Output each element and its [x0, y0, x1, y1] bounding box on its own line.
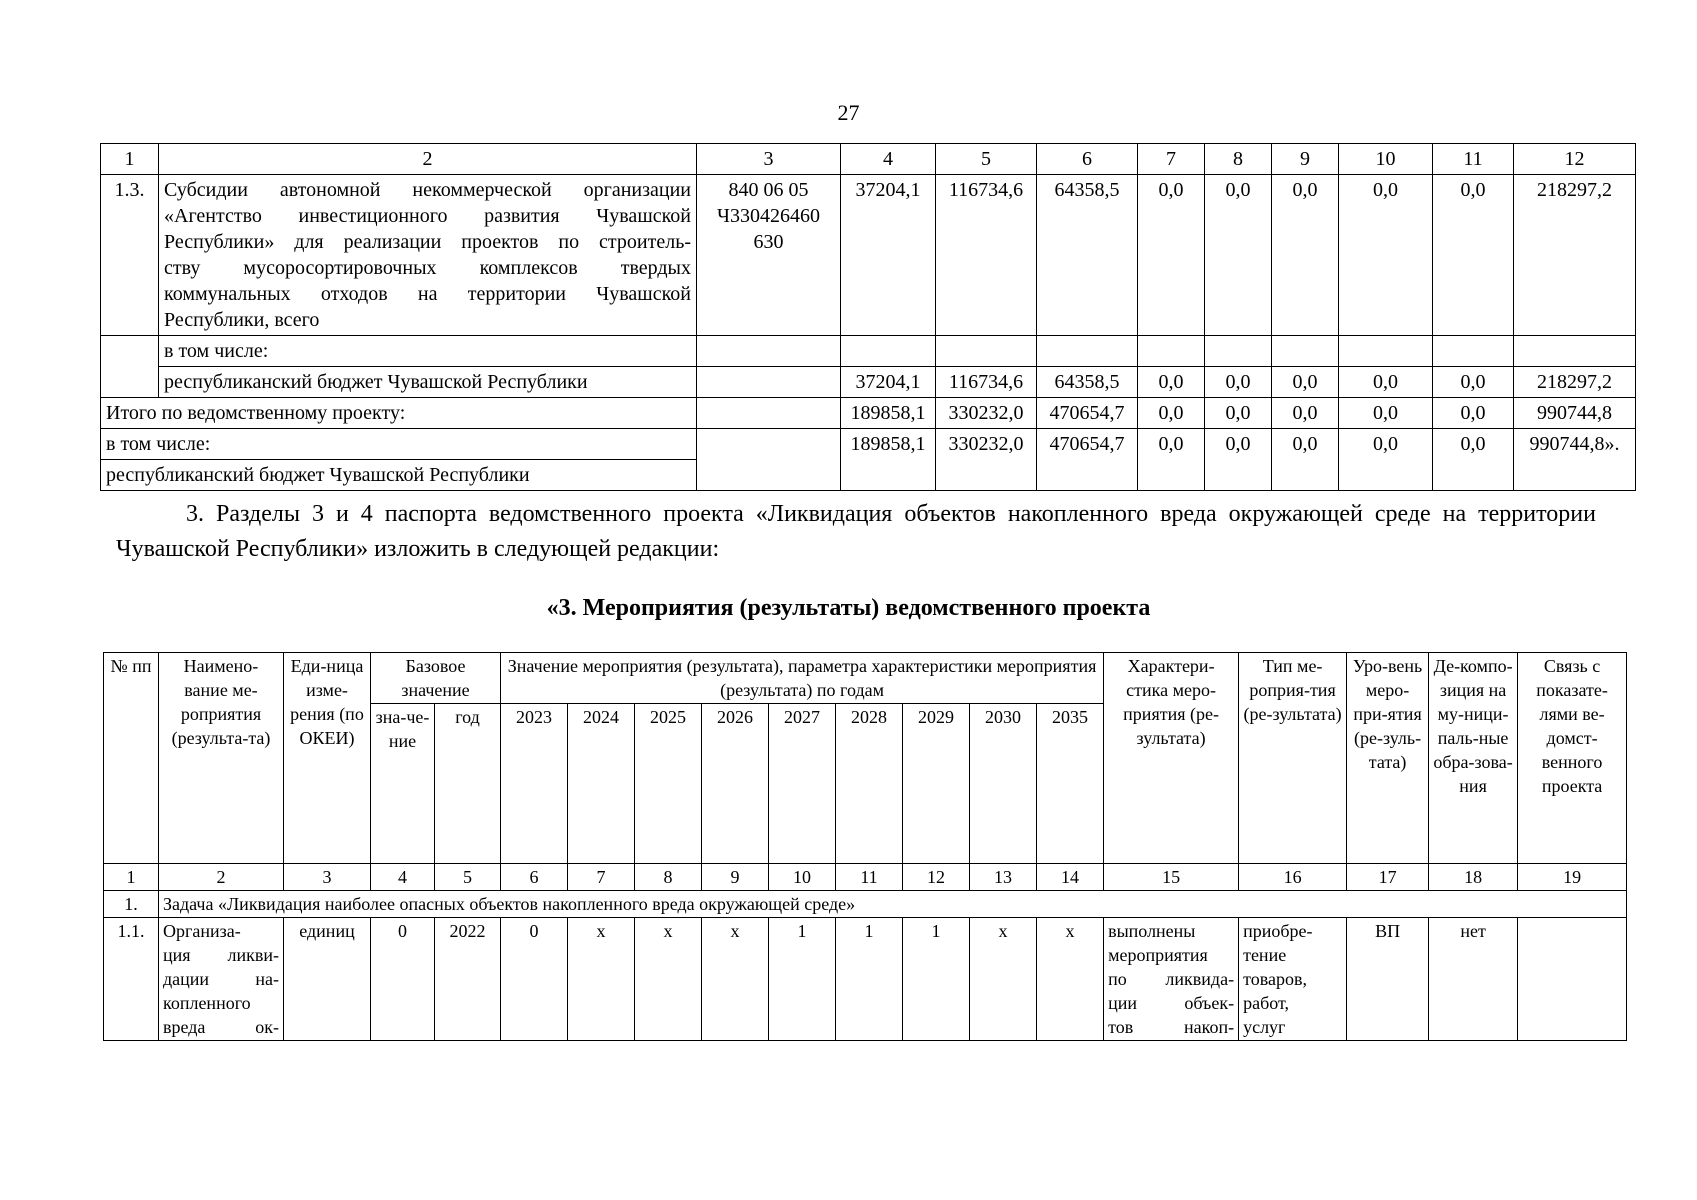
- col-num: 9: [1272, 144, 1339, 175]
- column-number-row: [101, 144, 1636, 175]
- task-num: 1.: [104, 891, 159, 918]
- name-line: дации на-: [163, 969, 279, 989]
- year-value: 1: [836, 918, 903, 1041]
- value-cell: 990744,8».: [1514, 429, 1636, 491]
- value-cell: 0,0: [1138, 398, 1205, 429]
- col-num: 17: [1347, 864, 1429, 891]
- col-num: 4: [371, 864, 435, 891]
- name-line: ция ликви-: [163, 945, 279, 965]
- value-cell: 470654,7: [1037, 398, 1138, 429]
- header-values-by-year: Значение мероприятия (результата), параметра характеристики мероприятия (результата) по годам: [501, 653, 1104, 704]
- code-line: 630: [753, 231, 784, 253]
- measures-table: [103, 652, 1627, 1041]
- base-year: 2022: [435, 918, 501, 1041]
- col-num: 10: [769, 864, 836, 891]
- desc-line: Республики, всего: [164, 309, 320, 331]
- in-that-number-label: в том числе:: [159, 336, 697, 367]
- row-1-3: [101, 175, 1636, 336]
- code-line: Ч330426460: [717, 205, 820, 227]
- char-line: по ликвида-: [1108, 969, 1235, 989]
- value-cell: 0,0: [1433, 367, 1514, 398]
- desc-line: ству мусоросортировочных комплексов твердых: [164, 257, 691, 279]
- budget-label: республиканский бюджет Чувашской Республики: [159, 367, 697, 398]
- value-cell: 0,0: [1339, 367, 1433, 398]
- col-num: 11: [836, 864, 903, 891]
- value-cell: 64358,5: [1037, 175, 1138, 336]
- total-row: [101, 398, 1636, 429]
- header-link: Связь с показате-лями ве-домст-венного проекта: [1518, 653, 1627, 864]
- year-value: х: [635, 918, 702, 1041]
- header-name: Наимено-вание ме-роприятия (результа-та): [159, 653, 284, 864]
- value-cell: 0,0: [1433, 429, 1514, 491]
- value-cell: 64358,5: [1037, 367, 1138, 398]
- total-incl-label: в том числе:: [101, 429, 697, 460]
- header-num: № пп: [104, 653, 159, 864]
- header-decomposition: Де-компо-зиция на му-ници-паль-ные обра-зова-ния: [1429, 653, 1518, 864]
- desc-line: коммунальных отходов на территории Чувашской: [164, 283, 691, 305]
- year-value: х: [568, 918, 635, 1041]
- year-value: х: [1037, 918, 1104, 1041]
- section-title: «3. Мероприятия (результаты) ведомственного проекта: [546, 595, 1151, 621]
- task-text: Задача «Ликвидация наиболее опасных объектов накопленного вреда окружающей среде»: [159, 891, 1627, 918]
- value-cell: 0,0: [1339, 398, 1433, 429]
- header-type: Тип ме-роприя-тия (ре-зультата): [1239, 653, 1347, 864]
- value-cell: 37204,1: [841, 175, 936, 336]
- code-line: 840 06 05: [728, 179, 809, 201]
- budget-row: [101, 367, 1636, 398]
- value-cell: 0,0: [1205, 367, 1272, 398]
- value-cell: 0,0: [1339, 429, 1433, 491]
- in-that-number-row: [101, 336, 1636, 367]
- unit: единиц: [284, 918, 371, 1041]
- col-num: 1: [101, 144, 159, 175]
- header-year: 2023: [501, 704, 568, 864]
- value-cell: 0,0: [1272, 367, 1339, 398]
- type-line: работ,: [1243, 993, 1290, 1013]
- header-year: 2028: [836, 704, 903, 864]
- measure-type: [1239, 918, 1347, 1041]
- value-cell: 116734,6: [936, 367, 1037, 398]
- instruction-paragraph: 3. Разделы 3 и 4 паспорта ведомственного проекта «Ликвидация объектов накопленного вреда окружающей среде на территории Чувашской Республики» изложить в следующей редакции:: [116, 501, 1596, 562]
- header-base-year: год: [435, 704, 501, 864]
- value-cell: 116734,6: [936, 175, 1037, 336]
- value-cell: 0,0: [1205, 175, 1272, 336]
- char-line: выполнены: [1108, 921, 1196, 941]
- col-num: 5: [435, 864, 501, 891]
- name-line: Организа-: [163, 921, 241, 941]
- value-cell: 189858,1: [841, 429, 936, 491]
- col-num: 11: [1433, 144, 1514, 175]
- measure-name: [159, 918, 284, 1041]
- budget-code: [697, 175, 841, 336]
- col-num: 2: [159, 144, 697, 175]
- total-label: Итого по ведомственному проекту:: [101, 398, 697, 429]
- desc-line: Республики» для реализации проектов по строитель-: [164, 231, 691, 253]
- col-num: 8: [635, 864, 702, 891]
- col-num: 6: [1037, 144, 1138, 175]
- row-number: 1.1.: [104, 918, 159, 1041]
- header-base: Базовое значение: [371, 653, 501, 704]
- value-cell: 0,0: [1205, 429, 1272, 491]
- year-value: 0: [501, 918, 568, 1041]
- header-row-1: [104, 653, 1627, 704]
- value-cell: 0,0: [1138, 367, 1205, 398]
- value-cell: 218297,2: [1514, 175, 1636, 336]
- value-cell: 990744,8: [1514, 398, 1636, 429]
- col-num: 13: [970, 864, 1037, 891]
- year-value: х: [702, 918, 769, 1041]
- value-cell: 0,0: [1433, 175, 1514, 336]
- type-line: товаров,: [1243, 969, 1307, 989]
- level: ВП: [1347, 918, 1429, 1041]
- value-cell: 189858,1: [841, 398, 936, 429]
- header-characteristic: Характери-стика меро-приятия (ре-зультата): [1104, 653, 1239, 864]
- col-num: 3: [284, 864, 371, 891]
- col-num: 12: [1514, 144, 1636, 175]
- row-description: [159, 175, 697, 336]
- value-cell: 0,0: [1433, 398, 1514, 429]
- col-num: 14: [1037, 864, 1104, 891]
- value-cell: 0,0: [1339, 175, 1433, 336]
- col-num: 7: [1138, 144, 1205, 175]
- value-cell: 0,0: [1138, 429, 1205, 491]
- task-row: [104, 891, 1627, 918]
- col-num: 12: [903, 864, 970, 891]
- row-number: 1.3.: [101, 175, 159, 336]
- char-line: мероприятия: [1108, 945, 1208, 965]
- value-cell: 37204,1: [841, 367, 936, 398]
- name-line: копленного: [163, 993, 251, 1013]
- header-year: 2029: [903, 704, 970, 864]
- type-line: услуг: [1243, 1017, 1286, 1037]
- header-level: Уро-вень меро-при-ятия (ре-зуль-тата): [1347, 653, 1429, 864]
- characteristic: [1104, 918, 1239, 1041]
- header-year: 2027: [769, 704, 836, 864]
- desc-line: Субсидии автономной некоммерческой организации: [164, 179, 691, 201]
- col-num: 9: [702, 864, 769, 891]
- decomposition: нет: [1429, 918, 1518, 1041]
- header-unit: Еди-ница изме-рения (по ОКЕИ): [284, 653, 371, 864]
- char-line: тов накоп-: [1108, 1017, 1235, 1037]
- row-1-1: [104, 918, 1627, 1041]
- col-num: 4: [841, 144, 936, 175]
- col-num: 18: [1429, 864, 1518, 891]
- col-num: 7: [568, 864, 635, 891]
- char-line: ции объек-: [1108, 993, 1235, 1013]
- value-cell: 330232,0: [936, 429, 1037, 491]
- header-year: 2035: [1037, 704, 1104, 864]
- header-year: 2024: [568, 704, 635, 864]
- value-cell: 0,0: [1272, 429, 1339, 491]
- desc-line: «Агентство инвестиционного развития Чувашской: [164, 205, 691, 227]
- col-num: 8: [1205, 144, 1272, 175]
- header-year: 2030: [970, 704, 1037, 864]
- col-num: 19: [1518, 864, 1627, 891]
- col-num: 6: [501, 864, 568, 891]
- value-cell: 218297,2: [1514, 367, 1636, 398]
- value-cell: 0,0: [1138, 175, 1205, 336]
- header-base-value: зна-че-ние: [371, 704, 435, 864]
- total-incl-budget-label: республиканский бюджет Чувашской Республики: [101, 460, 697, 491]
- header-year: 2025: [635, 704, 702, 864]
- column-number-row: [104, 864, 1627, 891]
- col-num: 1: [104, 864, 159, 891]
- value-cell: 470654,7: [1037, 429, 1138, 491]
- col-num: 2: [159, 864, 284, 891]
- header-year: 2026: [702, 704, 769, 864]
- value-cell: 0,0: [1205, 398, 1272, 429]
- type-line: тение: [1243, 945, 1287, 965]
- col-num: 3: [697, 144, 841, 175]
- value-cell: 0,0: [1272, 398, 1339, 429]
- col-num: 5: [936, 144, 1037, 175]
- page-number: 27: [837, 100, 860, 125]
- year-value: 1: [903, 918, 970, 1041]
- base-value: 0: [371, 918, 435, 1041]
- value-cell: 330232,0: [936, 398, 1037, 429]
- col-num: 16: [1239, 864, 1347, 891]
- year-value: 1: [769, 918, 836, 1041]
- funding-table: [100, 143, 1636, 491]
- type-line: приобре-: [1243, 921, 1313, 941]
- year-value: х: [970, 918, 1037, 1041]
- col-num: 15: [1104, 864, 1239, 891]
- link: [1518, 918, 1627, 1041]
- name-line: вреда ок-: [163, 1017, 279, 1037]
- col-num: 10: [1339, 144, 1433, 175]
- total-incl-row-1: [101, 429, 1636, 460]
- value-cell: 0,0: [1272, 175, 1339, 336]
